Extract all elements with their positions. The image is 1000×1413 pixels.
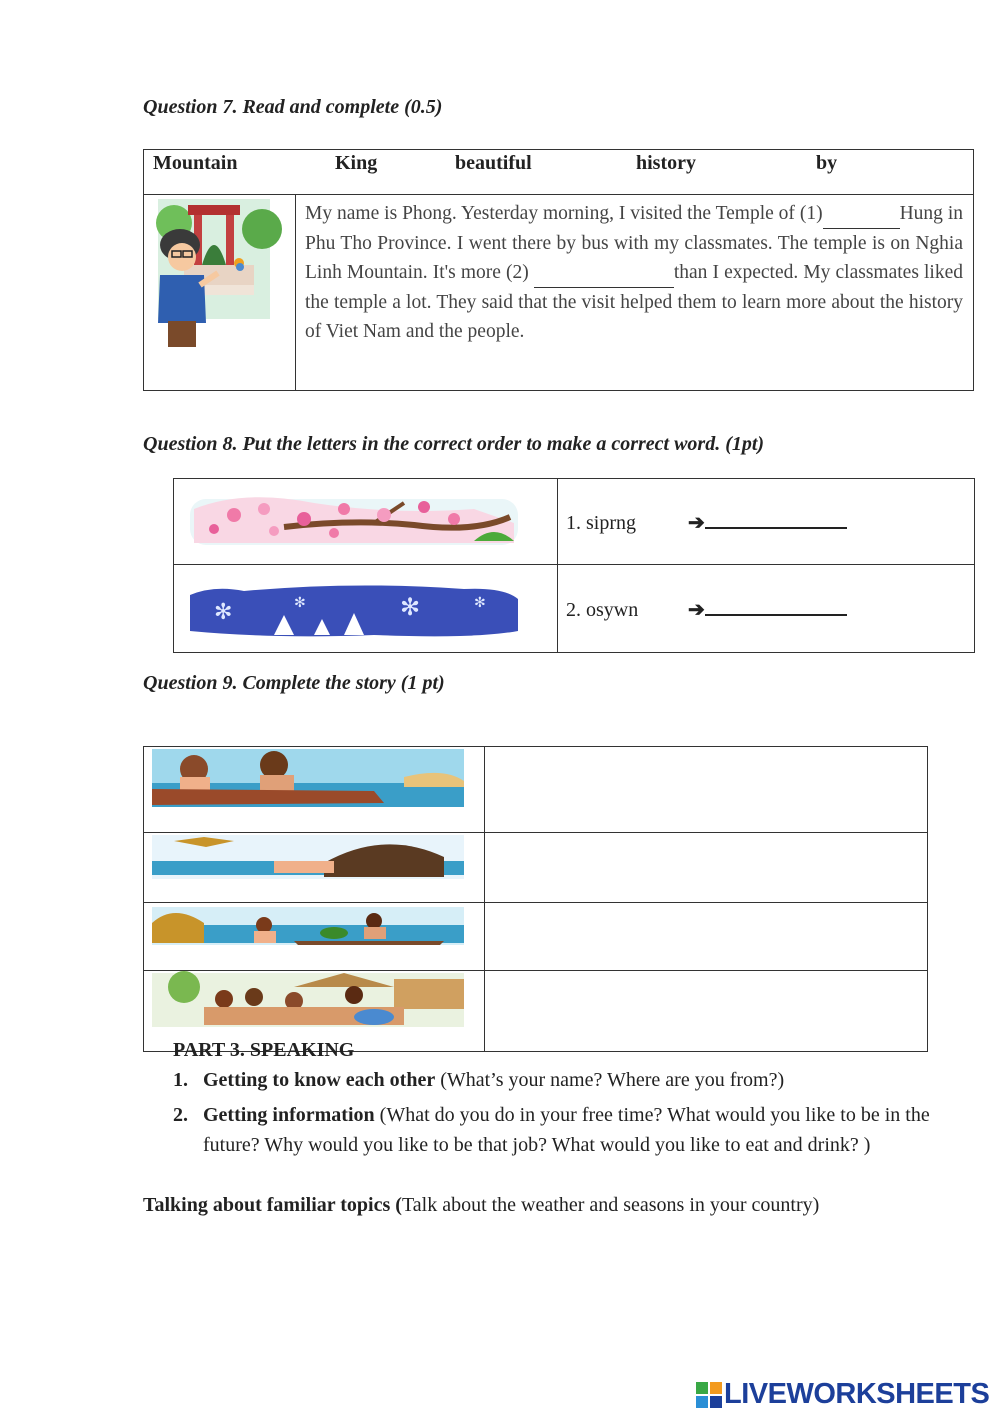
svg-text:✻: ✻ xyxy=(400,593,421,621)
q7-title: Question 7. Read and complete (0.5) xyxy=(143,96,443,118)
svg-text:✻: ✻ xyxy=(214,600,233,625)
speaking-item-1 xyxy=(173,1065,933,1095)
word-bank-word: Mountain xyxy=(153,152,238,174)
scrambled-word-1: 1. siprng xyxy=(566,511,636,534)
story-picture-watermelon xyxy=(144,903,484,965)
passage-part-3: than I expected. My classmates liked the temple a lot. They said that the visit helped them to learn more about the history of Viet Nam and the people. xyxy=(305,262,963,342)
svg-text:✻: ✻ xyxy=(474,595,486,611)
q7-passage xyxy=(296,195,974,391)
blank-2[interactable] xyxy=(534,258,674,288)
item-text: (What’s your name? Where are you from?) xyxy=(435,1069,785,1091)
passage-part-1: My name is Phong. Yesterday morning, I visited the Temple of (1) xyxy=(305,203,823,224)
word-bank-word: beautiful xyxy=(455,152,532,174)
q9-table xyxy=(143,746,928,1052)
liveworksheets-logo-icon xyxy=(696,1382,722,1408)
story-image-cell-2 xyxy=(144,833,485,903)
familiar-topics-label: Talking about familiar topics ( xyxy=(143,1194,402,1216)
word-bank xyxy=(144,150,974,195)
story-image-cell-1 xyxy=(144,747,485,833)
spring-image-cell xyxy=(174,479,558,565)
story-answer-cell-4[interactable] xyxy=(485,971,928,1052)
q8-table xyxy=(173,478,975,653)
q8-item-1 xyxy=(558,479,975,565)
svg-text:✻: ✻ xyxy=(294,595,306,611)
story-picture-boat xyxy=(144,747,484,827)
word-bank-word: King xyxy=(335,152,378,174)
q8-title: Question 8. Put the letters in the correct order to make a correct word. (1pt) xyxy=(143,433,765,455)
item-text: (What do you do in your free time? What would you like to be in the future? Why would you like to be that job? What would you like to eat and drink? ) xyxy=(203,1104,930,1156)
scrambled-word-2: 2. osywn xyxy=(566,598,639,621)
winter-image-cell xyxy=(174,565,558,653)
part3-heading: PART 3. SPEAKING xyxy=(173,1039,355,1061)
word-bank-word: by xyxy=(816,152,838,174)
familiar-topics xyxy=(143,1190,963,1220)
answer-line-1[interactable] xyxy=(705,509,847,529)
item-bold-label: Getting to know each other xyxy=(203,1069,436,1091)
cherry-blossom-illustration xyxy=(174,479,557,559)
story-image-cell-3 xyxy=(144,903,485,971)
item-number: 2. xyxy=(173,1104,188,1126)
familiar-topics-text: Talk about the weather and seasons in your country) xyxy=(401,1194,820,1216)
story-answer-cell-1[interactable] xyxy=(485,747,928,833)
q9-title: Question 9. Complete the story (1 pt) xyxy=(143,672,445,694)
liveworksheets-logo xyxy=(696,1378,989,1411)
speaking-item-2 xyxy=(173,1100,933,1160)
answer-line-2[interactable] xyxy=(705,596,847,616)
q7-table xyxy=(143,149,974,391)
logo-text: LIVEWORKSHEETS xyxy=(724,1378,990,1410)
snowy-winter-illustration xyxy=(174,565,557,647)
q8-item-2 xyxy=(558,565,975,653)
passage-part-2: Hung in Phu Tho Province. I went there by bus with my classmates. The temple is on Nghia Linh Mountain. It's more (2) xyxy=(305,203,963,283)
item-bold-label: Getting information xyxy=(203,1104,375,1126)
story-answer-cell-2[interactable] xyxy=(485,833,928,903)
boy-temple-image-cell xyxy=(144,195,296,391)
arrow-icon: ➔ xyxy=(688,598,705,621)
word-bank-word: history xyxy=(636,152,696,174)
story-answer-cell-3[interactable] xyxy=(485,903,928,971)
boy-temple-illustration xyxy=(144,195,295,385)
arrow-icon: ➔ xyxy=(688,511,705,534)
blank-1[interactable] xyxy=(823,199,900,229)
story-picture-eagle xyxy=(144,833,484,897)
item-number: 1. xyxy=(173,1069,188,1091)
